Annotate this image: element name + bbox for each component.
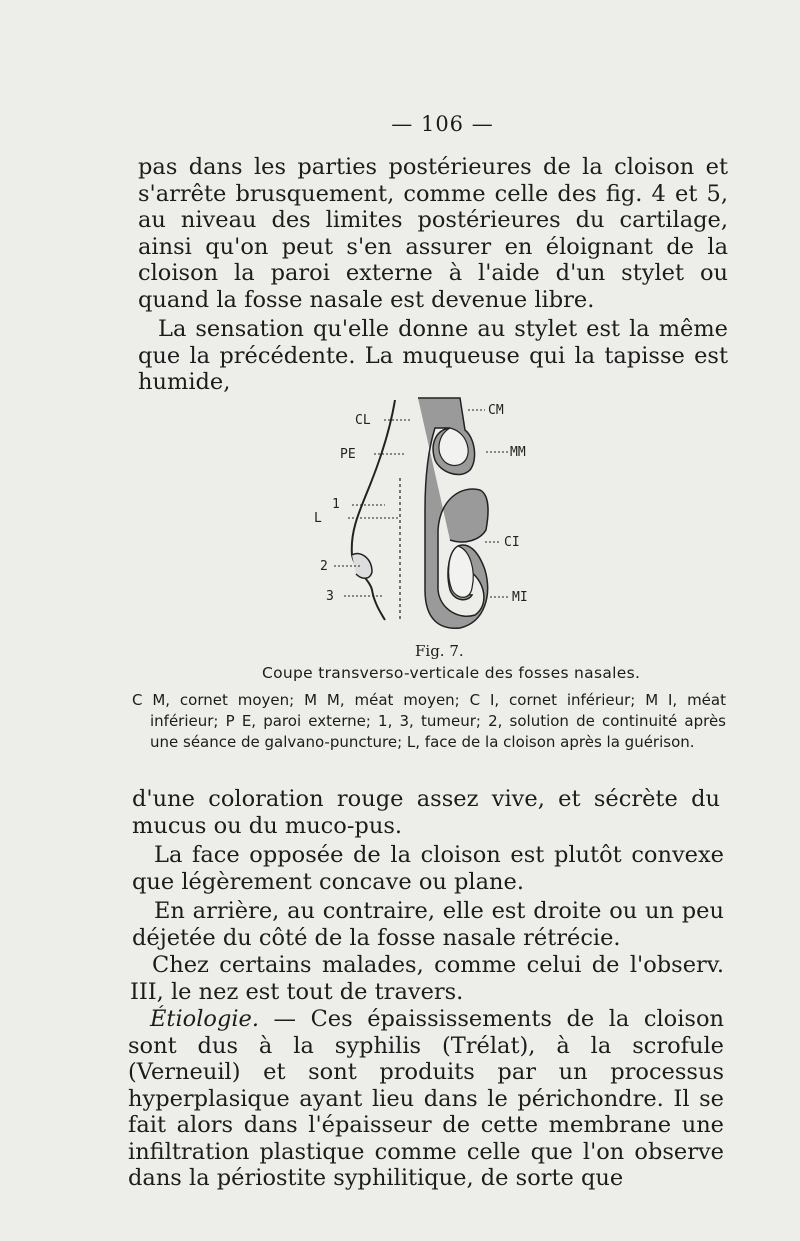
page-number: — 106 — (391, 112, 494, 136)
paragraph-3: d'une coloration rouge assez vive, et sécrète du mucus ou du muco-pus. (132, 786, 720, 839)
label-1: 1 (332, 497, 340, 512)
nasal-section-drawing (300, 390, 560, 630)
septum-outline (352, 400, 395, 620)
label-cl: CL (355, 413, 371, 428)
paragraph-4: La face opposée de la cloison est plutôt convexe que légèrement concave ou plane. (132, 842, 724, 895)
figure-legend (132, 690, 726, 753)
label-3: 3 (326, 589, 334, 604)
figure-number: Fig. 7. (415, 642, 464, 660)
label-pe: PE (340, 447, 356, 462)
label-ci: CI (504, 535, 520, 550)
figure-legend-text: C M, cornet moyen; M M, méat moyen; C I, cornet inférieur; M I, méat inférieur; P E, paroi externe; 1, 3, tumeur; 2, solution de continuité après une séance de galvano-puncture; L, face de la cloison après la guérison. (132, 691, 726, 751)
paragraph-6: Chez certains malades, comme celui de l'observ. III, le nez est tout de travers. (130, 952, 724, 1005)
paragraph-7 (128, 1006, 724, 1192)
figure-title: Coupe transverso-verticale des fosses nasales. (262, 664, 641, 682)
figure-7-illustration (300, 390, 560, 630)
label-mi: MI (512, 590, 528, 605)
label-l: L (314, 511, 322, 526)
paragraph-5: En arrière, au contraire, elle est droite ou un peu déjetée du côté de la fosse nasale rétrécie. (132, 898, 724, 951)
etiology-text: — Ces épaississements de la cloison sont dus à la syphilis (Trélat), à la scrofule (Verneuil) et sont produits par un processus hyperplasique ayant lieu dans le périchondre. Il se fait alors dans l'épaisseur de cette membrane une infiltration plastique comme celle que l'on observe dans la périostite syphilitique, de sorte que (128, 1006, 724, 1191)
label-cm: CM (488, 403, 504, 418)
label-2: 2 (320, 559, 328, 574)
paragraph-1: pas dans les parties postérieures de la cloison et s'arrête brusquement, comme celle des fig. 4 et 5, au niveau des limites postérieures du cartilage, ainsi qu'on peut s'en assurer en éloignant de la cloison la paroi externe à l'aide d'un stylet ou quand la fosse nasale est devenue libre. (138, 154, 728, 313)
label-mm: MM (510, 445, 526, 460)
etiology-heading: Étiologie. (150, 1006, 260, 1032)
paragraph-2: La sensation qu'elle donne au stylet est la même que la précédente. La muqueuse qui la tapisse est humide, (138, 316, 728, 395)
